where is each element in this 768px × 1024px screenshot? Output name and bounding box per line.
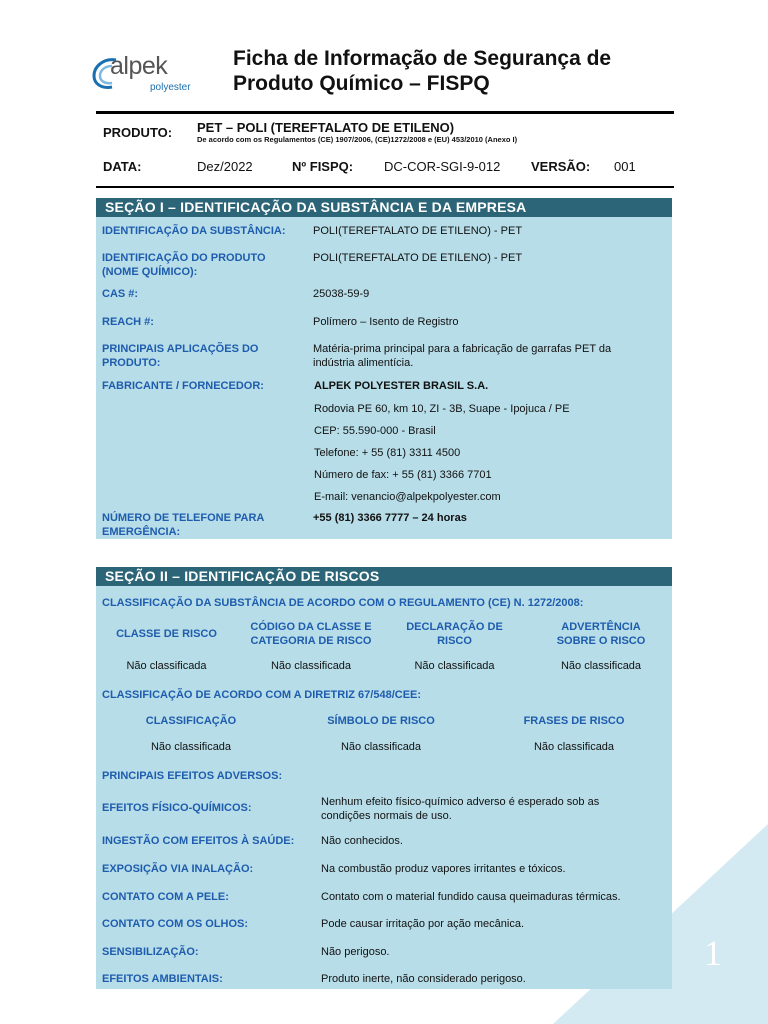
address-line: Número de fax: + 55 (81) 3366 7701 <box>314 469 492 481</box>
section-1 <box>96 198 672 539</box>
emergency-label: NÚMERO DE TELEFONE PARA EMERGÊNCIA: <box>102 512 264 538</box>
row-value: 25038-59-9 <box>313 288 370 300</box>
effect-value: Não conhecidos. <box>321 835 403 847</box>
section-1-title: SEÇÃO I – IDENTIFICAÇÃO DA SUBSTÂNCIA E DA EMPRESA <box>96 198 672 217</box>
header-rule-top <box>96 111 674 114</box>
table2-cell: Não classificada <box>533 741 615 753</box>
table1-cell: Não classificada <box>414 660 495 672</box>
row-value: Polímero – Isento de Registro <box>313 316 459 328</box>
effect-key: EFEITOS AMBIENTAIS: <box>102 973 223 985</box>
table2-cell: Não classificada <box>340 741 422 753</box>
effect-key: CONTATO COM OS OLHOS: <box>102 918 249 930</box>
row-key: CAS #: <box>102 288 139 300</box>
table1-cell: Não classificada <box>126 660 207 672</box>
logo-sub: polyester <box>150 82 191 93</box>
effect-key: CONTATO COM A PELE: <box>102 891 229 903</box>
table1-header: CLASSE DE RISCO <box>116 628 217 640</box>
address-line: Telefone: + 55 (81) 3311 4500 <box>314 447 461 459</box>
table2-header: FRASES DE RISCO <box>523 715 625 727</box>
produto-note: De acordo com os Regulamentos (CE) 1907/2006, (CE)1272/2008 e (EU) 453/2010 (Anexo I) <box>197 135 518 144</box>
table2-header: CLASSIFICAÇÃO <box>145 715 237 727</box>
address-line: CEP: 55.590-000 - Brasil <box>314 425 436 437</box>
row-key: REACH #: <box>102 316 154 328</box>
effect-key: EFEITOS FÍSICO-QUÍMICOS: <box>102 802 252 814</box>
table1-header: ADVERTÊNCIA SOBRE O RISCO <box>556 621 646 647</box>
page-number: 1 <box>704 933 722 973</box>
effect-value: Na combustão produz vapores irritantes e tóxicos. <box>321 863 566 875</box>
row-key: FABRICANTE / FORNECEDOR: <box>102 380 264 392</box>
versao-label: VERSÃO: <box>531 159 591 174</box>
address-line: Rodovia PE 60, km 10, ZI - 3B, Suape - Ipojuca / PE <box>314 403 570 415</box>
row-key: IDENTIFICAÇÃO DO PRODUTO (NOME QUÍMICO): <box>102 252 266 278</box>
produto-label: PRODUTO: <box>103 125 173 140</box>
table1-cell: Não classificada <box>560 660 642 672</box>
logo-brand: alpek <box>110 52 168 80</box>
section-2-title: SEÇÃO II – IDENTIFICAÇÃO DE RISCOS <box>96 567 672 586</box>
header-rule-bottom <box>96 186 674 188</box>
data-label: DATA: <box>103 159 142 174</box>
effect-key: SENSIBILIZAÇÃO: <box>102 946 199 958</box>
emergency-value: +55 (81) 3366 7777 – 24 horas <box>313 512 467 524</box>
row-value: POLI(TEREFTALATO DE ETILENO) - PET <box>313 252 523 264</box>
class1-title: CLASSIFICAÇÃO DA SUBSTÂNCIA DE ACORDO COM O REGULAMENTO (CE) N. 1272/2008: <box>102 597 584 609</box>
row-key: PRINCIPAIS APLICAÇÕES DO PRODUTO: <box>102 343 259 369</box>
table2-cell: Não classificada <box>150 741 232 753</box>
row-key: IDENTIFICAÇÃO DA SUBSTÂNCIA: <box>102 225 286 237</box>
produto-value: PET – POLI (TEREFTALATO DE ETILENO) <box>197 120 455 135</box>
versao-value: 001 <box>614 159 636 174</box>
table2-header: SÍMBOLO DE RISCO <box>327 715 435 727</box>
row-value: Matéria-prima principal para a fabricação de garrafas PET da indústria alimentícia. <box>313 343 612 369</box>
section-2 <box>96 567 672 989</box>
fispq-label: Nº FISPQ: <box>292 159 354 174</box>
document-title: Ficha de Informação de Segurança de Produto Químico – FISPQ <box>233 47 612 95</box>
effect-value: Nenhum efeito físico-químico adverso é esperado sob as condições normais de uso. <box>321 796 600 822</box>
data-value: Dez/2022 <box>197 159 253 174</box>
fispq-value: DC-COR-SGI-9-012 <box>384 159 501 174</box>
table1-header: DECLARAÇÃO DE RISCO <box>406 621 503 647</box>
manufacturer-name: ALPEK POLYESTER BRASIL S.A. <box>314 380 489 392</box>
effect-key: INGESTÃO COM EFEITOS À SAÚDE: <box>102 835 295 847</box>
effects-title: PRINCIPAIS EFEITOS ADVERSOS: <box>102 770 283 782</box>
effect-value: Contato com o material fundido causa queimaduras térmicas. <box>321 891 621 903</box>
effect-value: Não perigoso. <box>321 946 390 958</box>
effect-value: Pode causar irritação por ação mecânica. <box>321 918 524 930</box>
alpek-logo <box>90 50 205 100</box>
effect-value: Produto inerte, não considerado perigoso. <box>321 973 526 985</box>
table1-header: CÓDIGO DA CLASSE E CATEGORIA DE RISCO <box>250 621 372 647</box>
class2-title: CLASSIFICAÇÃO DE ACORDO COM A DIRETRIZ 67/548/CEE: <box>102 689 422 701</box>
effect-key: EXPOSIÇÃO VIA INALAÇÃO: <box>102 863 254 875</box>
address-line: E-mail: venancio@alpekpolyester.com <box>314 491 501 503</box>
table1-cell: Não classificada <box>270 660 352 672</box>
row-value: POLI(TEREFTALATO DE ETILENO) - PET <box>313 225 523 237</box>
